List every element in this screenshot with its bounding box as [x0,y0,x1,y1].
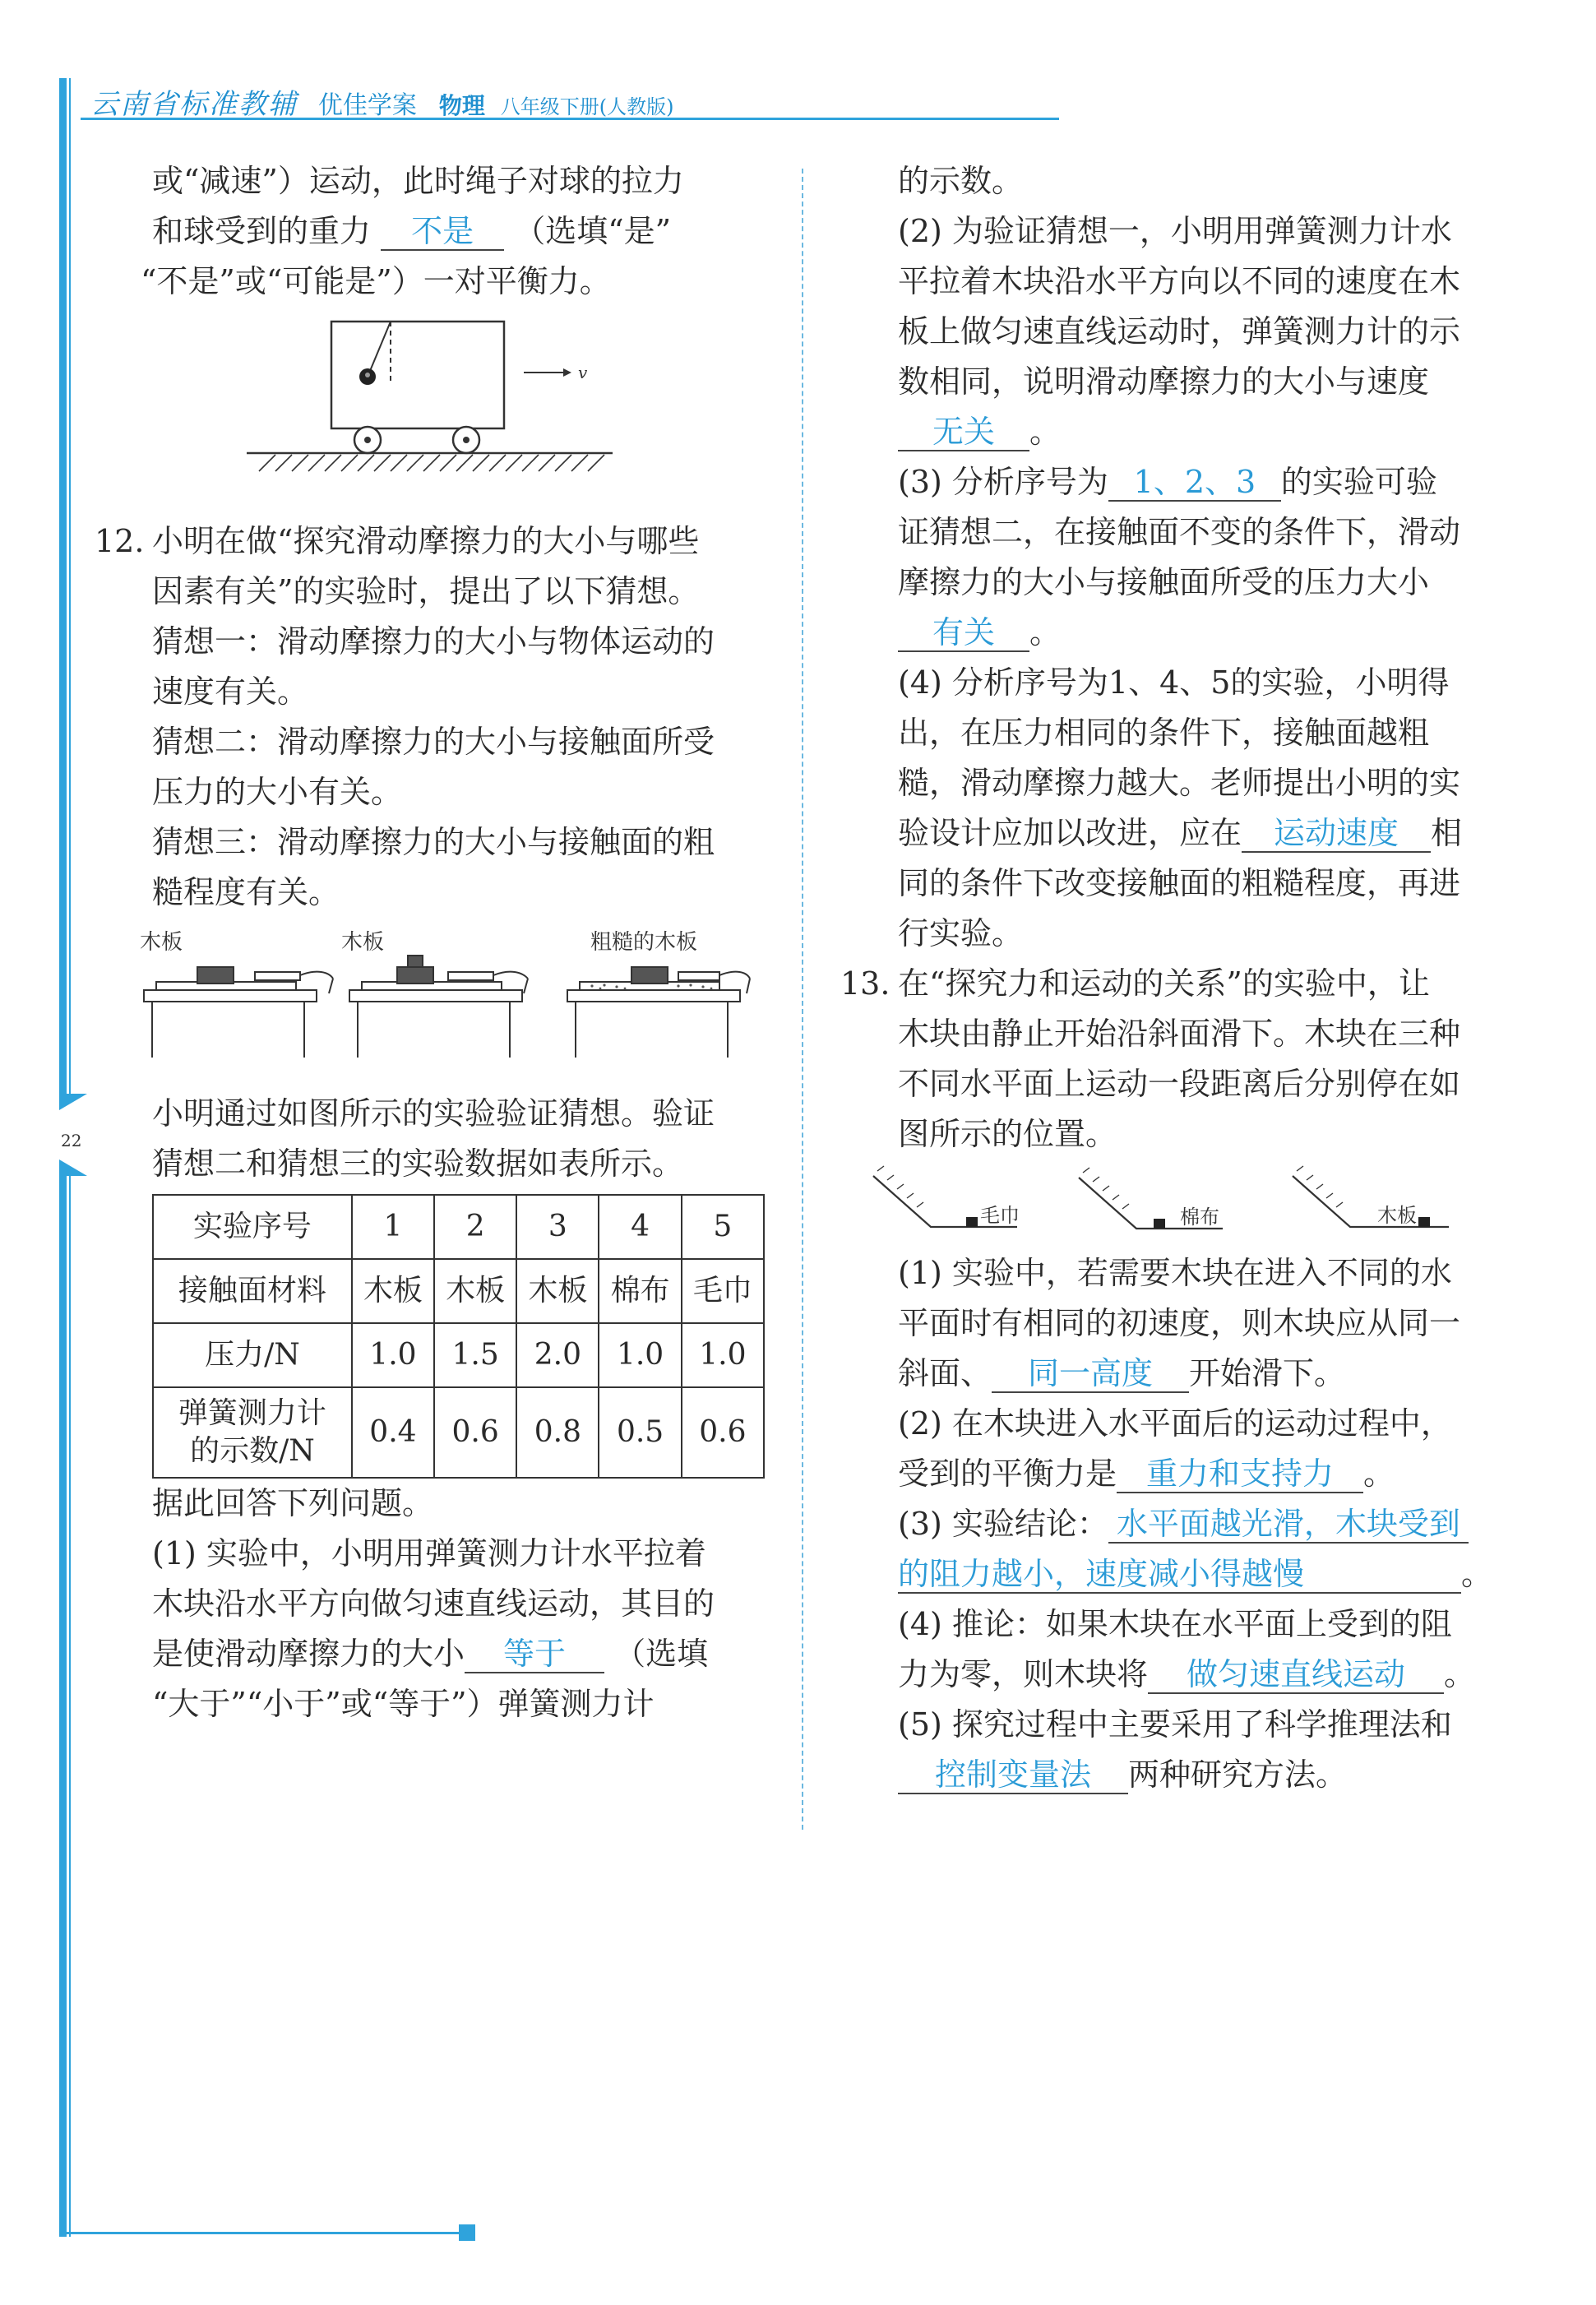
column-divider [802,169,803,1830]
answer-blank: 不是 [381,213,504,251]
cart-diagram [152,307,765,516]
answer-blank: 1、2、3 [1108,464,1281,502]
table-cell: 1.5 [434,1323,516,1387]
table-cell: 0.5 [599,1387,681,1478]
slope-surfaces-figure [869,1159,1506,1242]
table-cell: 木板 [434,1259,516,1323]
q12-line: 因素有关”的实验时，提出了以下猜想。 [152,573,700,609]
part2-line: 板上做匀速直线运动时，弹簧测力计的示 [898,313,1461,349]
q13-part5-line: 控制变量法 两种研究方法。 [898,1750,1506,1800]
table-row [153,1259,764,1323]
part3-line: 摩擦力的大小与接触面所受的压力大小 [898,564,1430,600]
table-header-cell: 接触面材料 [153,1259,352,1323]
part4-line: (4) 分析序号为1、4、5的实验，小明得 [898,664,1450,701]
part3-line: 证猜想二，在接触面不变的条件下，滑动 [898,514,1461,550]
left-column [95,156,765,1729]
q13-part1-line: 平面时有相同的初速度，则木块应从同一 [898,1305,1461,1341]
part2-line: (2) 为验证猜想一，小明用弹簧测力计水 [898,213,1452,249]
fig-label-rough-wood: 粗糙的木板 [590,930,698,955]
page-number: 22 [61,1131,82,1150]
answer-blank: 水平面越光滑，木块受到 [1108,1506,1469,1544]
q11-line: 或“减速”）运动，此时绳子对球的拉力 [152,163,684,199]
q13-part1-line: 斜面、 同一高度 开始滑下。 [898,1355,1346,1391]
q13-part4-line: 力为零，则木块将 做匀速直线运动 。 [898,1656,1476,1692]
answer-blank: 有关 [898,614,1029,652]
data-table [152,1194,765,1479]
table-header-cell: 压力/N [153,1323,352,1387]
surface-label-towel: 毛巾 [980,1204,1020,1227]
q13-part2-line: 受到的平衡力是 重力和支持力 。 [898,1456,1395,1492]
surface-label-wood: 木板 [1377,1204,1417,1227]
q13-part4-line: (4) 推论：如果木块在水平面上受到的阻 [898,1606,1452,1642]
q11-line: “不是”或“可能是”）一对平衡力。 [141,263,611,299]
q13-line: 13. 在“探究力和运动的关系”的实验中，让 [898,959,1506,1009]
q13-part5-line: (5) 探究过程中主要采用了科学推理法和 [898,1706,1452,1743]
answer-prompt: 据此回答下列问题。 [152,1485,434,1521]
table-cell: 1 [352,1195,434,1259]
q12-number: 12. [95,523,145,559]
table-cell: 1.0 [599,1323,681,1387]
table-cell: 棉布 [599,1259,681,1323]
q13-part3-line: (3) 实验结论： 水平面越光滑，木块受到 [898,1499,1506,1549]
part4-line: 糙，滑动摩擦力越大。老师提出小明的实 [898,765,1461,801]
part2-line: 平拉着木块沿水平方向以不同的速度在木 [898,263,1461,299]
table-cell: 木板 [352,1259,434,1323]
table-intro: 猜想二和猜想三的实验数据如表所示。 [152,1146,684,1182]
table-cell: 4 [599,1195,681,1259]
answer-blank: 做匀速直线运动 [1148,1656,1444,1694]
table-cell: 毛巾 [682,1259,764,1323]
table-row [153,1387,764,1478]
q13-number: 13. [840,965,891,1002]
part2-line: 无关 。 [898,407,1506,457]
frame-bottom-square [459,2224,475,2241]
slope-diagram [869,1159,1510,1242]
answer-blank: 等于 [465,1636,604,1673]
table-header-cell: 实验序号 [153,1195,352,1259]
table-intro: 小明通过如图所示的实验验证猜想。验证 [152,1095,715,1132]
answer-blank: 的阻力越小，速度减小得越慢 [898,1556,1461,1594]
part4-line: 验设计应加以改进，应在 运动速度 相 [898,815,1463,851]
part1-end: 的示数。 [898,163,1024,199]
frame-bottom-line [59,2232,470,2234]
q13-part2-line: (2) 在木块进入水平面后的运动过程中， [898,1405,1452,1442]
table-row [153,1195,764,1259]
surface-label-cotton: 棉布 [1180,1206,1219,1229]
answer-blank: 运动速度 [1242,815,1431,853]
table-cell: 1.0 [352,1323,434,1387]
part1-line: “大于”“小于”或“等于”）弹簧测力计 [152,1686,655,1722]
part4-line: 同的条件下改变接触面的粗糙程度，再进 [898,865,1461,901]
velocity-label: v [578,363,588,382]
part3-line: (3) 分析序号为 1、2、3 的实验可验 [898,464,1437,500]
table-row [153,1323,764,1387]
guess-2: 压力的大小有关。 [152,774,403,810]
q13-part1-line: (1) 实验中，若需要木块在进入不同的水 [898,1255,1452,1291]
table-cell: 0.6 [434,1387,516,1478]
table-cell: 5 [682,1195,764,1259]
header-subject: 物理 [438,92,485,119]
friction-diagram [132,918,765,1074]
guess-2: 猜想二：滑动摩擦力的大小与接触面所受 [152,724,715,760]
part1-line: 是使滑动摩擦力的大小 等于 （选填 [152,1636,709,1672]
header-grade: 八年级下册(人教版) [500,95,674,118]
table-cell: 木板 [516,1259,599,1323]
guess-3: 猜想三：滑动摩擦力的大小与接触面的粗 [152,824,715,860]
right-column [840,156,1506,1800]
fig-label-wood-1: 木板 [140,930,183,955]
page-header [90,81,673,122]
header-brand: 云南省标准教辅 [90,88,298,121]
part3-line: 有关 。 [898,608,1506,658]
answer-blank: 无关 [898,414,1029,451]
part4-line: 行实验。 [898,915,1024,951]
q13-line: 图所示的位置。 [898,1116,1117,1152]
guess-1: 速度有关。 [152,673,309,710]
answer-blank: 重力和支持力 [1117,1456,1363,1493]
table-cell: 0.8 [516,1387,599,1478]
header-series: 优佳学案 [317,91,417,120]
q11-line: 和球受到的重力 不是 （选填“是” [152,213,672,249]
table-cell: 2.0 [516,1323,599,1387]
table-cell: 0.4 [352,1387,434,1478]
part4-line: 出，在压力相同的条件下，接触面越粗 [898,715,1430,751]
part1-line: (1) 实验中，小明用弹簧测力计水平拉着 [152,1535,706,1571]
guess-3: 糙程度有关。 [152,874,340,910]
answer-blank: 同一高度 [992,1355,1189,1393]
q13-line: 不同水平面上运动一段距离后分别停在如 [898,1066,1461,1102]
q13-line: 木块由静止开始沿斜面滑下。木块在三种 [898,1016,1461,1052]
table-cell: 0.6 [682,1387,764,1478]
q12-line: 12. 小明在做“探究滑动摩擦力的大小与哪些 [152,516,765,567]
part1-line: 木块沿水平方向做匀速直线运动，其目的 [152,1585,715,1622]
guess-1: 猜想一：滑动摩擦力的大小与物体运动的 [152,623,715,660]
friction-experiment-figure [132,918,765,1074]
table-cell: 3 [516,1195,599,1259]
table-cell: 2 [434,1195,516,1259]
table-header-cell: 弹簧测力计 的示数/N [153,1387,352,1478]
cart-pendulum-figure [152,307,765,516]
answer-blank: 控制变量法 [898,1757,1128,1794]
q13-part3-line: 的阻力越小，速度减小得越慢 。 [898,1556,1493,1592]
fig-label-wood-2: 木板 [341,930,385,955]
part2-line: 数相同，说明滑动摩擦力的大小与速度 [898,363,1430,400]
table-cell: 1.0 [682,1323,764,1387]
